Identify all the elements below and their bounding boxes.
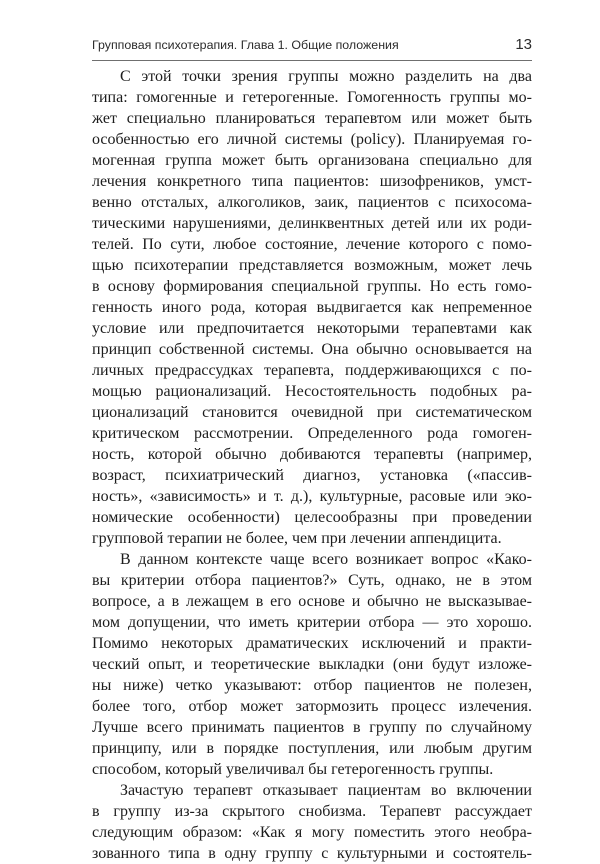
text-line: ность, которой обычно добиваются терапевты (например, bbox=[92, 446, 532, 463]
text-line: возраст, психиатрический диагноз, установка («пассив- bbox=[92, 467, 532, 484]
text-line: личных предрассудках терапевта, поддерживающихся с по- bbox=[92, 362, 532, 379]
text-line: могенная группа может быть организована специально для bbox=[92, 152, 532, 169]
header-divider bbox=[92, 60, 532, 61]
text-line: Зачастую терапевт отказывает пациентам во включении bbox=[120, 782, 532, 799]
text-line: мом допущении, что иметь критерии отбора — это хорошо. bbox=[92, 614, 532, 631]
text-line: типа: гомогенные и гетерогенные. Гомогенность группы мо- bbox=[92, 89, 532, 106]
text-line: ность», «зависимость» и т. д.), культурные, расовые или эко- bbox=[92, 488, 532, 505]
text-line: Лучше всего принимать пациентов в группу по случайному bbox=[92, 719, 532, 736]
text-line: ческий опыт, и теоретические выкладки (они будут изложе- bbox=[92, 656, 532, 673]
text-line: принципу, или в порядке поступления, или любым другим bbox=[92, 740, 532, 757]
text-line: венно отсталых, алкоголиков, заик, пациентов с психосома- bbox=[92, 194, 532, 211]
text-line: генность иного рода, которая выдвигается как непременное bbox=[92, 299, 532, 316]
text-line: ны ниже) четко указывают: отбор пациентов не полезен, bbox=[92, 677, 532, 694]
text-line: следующим образом: «Как я могу поместить этого необра- bbox=[92, 824, 532, 841]
text-line: вопросе, а в лежащем в его основе и обычно не высказывае- bbox=[92, 593, 532, 610]
text-line: в основу формирования специальной группы. Но есть гомо- bbox=[92, 278, 532, 295]
text-line: телей. По сути, любое состояние, лечение которого с помо- bbox=[92, 236, 532, 253]
text-line: условие или предпочитается некоторыми терапевтами как bbox=[92, 320, 532, 337]
text-line: более того, отбор может затормозить процесс излечения. bbox=[92, 698, 532, 715]
page-number: 13 bbox=[515, 36, 532, 53]
text-line: особенностью его личной системы (policy). Планируемая го- bbox=[92, 131, 532, 148]
text-line: Помимо некоторых драматических исключений и практи- bbox=[92, 635, 532, 652]
text-line: способом, который увеличивал бы гетерогенность группы. bbox=[92, 761, 494, 778]
text-line: групповой терапии не более, чем при лечении аппендицита. bbox=[92, 530, 502, 547]
text-line: принцип собственной системы. Она обычно основывается на bbox=[92, 341, 532, 358]
text-line: тическими нарушениями, делинквентных детей или их роди- bbox=[92, 215, 532, 232]
text-line: жет специально планироваться терапевтом или может быть bbox=[92, 110, 532, 127]
text-line: в группу из-за скрытого снобизма. Терапевт рассуждает bbox=[92, 803, 532, 820]
text-line: ционализаций становится очевидной при систематическом bbox=[92, 404, 532, 421]
text-line: В данном контексте чаще всего возникает вопрос «Како- bbox=[120, 551, 532, 568]
text-line: С этой точки зрения группы можно разделить на два bbox=[120, 68, 532, 85]
running-header bbox=[92, 36, 532, 56]
text-line: зованного типа в одну группу с культурными и состоятель- bbox=[92, 845, 532, 862]
body-text bbox=[92, 66, 532, 864]
text-line: мощью рационализаций. Несостоятельность подобных ра- bbox=[92, 383, 532, 400]
text-line: номические особенности) целесообразны при проведении bbox=[92, 509, 532, 526]
running-header-title: Групповая психотерапия. Глава 1. Общие положения bbox=[92, 38, 399, 52]
text-line: критическом рассмотрении. Определенного рода гомоген- bbox=[92, 425, 532, 442]
text-line: лечения конкретного типа пациентов: шизофреников, умст- bbox=[92, 173, 532, 190]
text-line: щью психотерапии представляется возможным, может лечь bbox=[92, 257, 532, 274]
text-line: вы критерии отбора пациентов?» Суть, однако, не в этом bbox=[92, 572, 532, 589]
